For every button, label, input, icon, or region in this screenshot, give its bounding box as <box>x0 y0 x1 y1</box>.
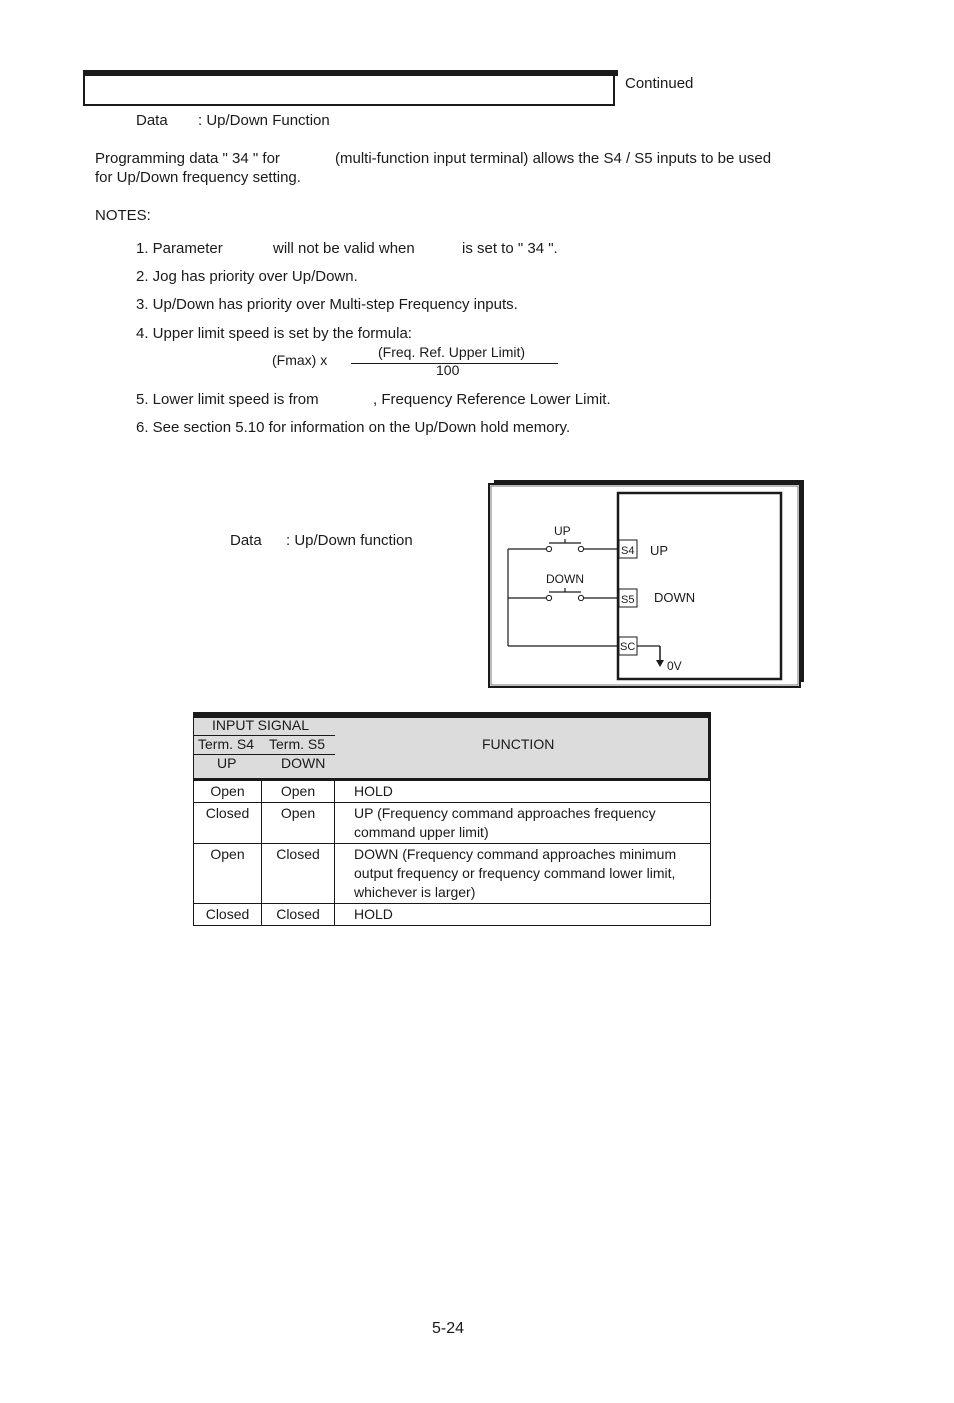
note-3: 3. Up/Down has priority over Multi-step Frequency inputs. <box>136 296 518 313</box>
note-6: 6. See section 5.10 for information on the Up/Down hold memory. <box>136 419 571 436</box>
table-header <box>193 712 711 780</box>
table-row <box>194 904 711 926</box>
cell-s4: Open <box>194 844 262 904</box>
table-row <box>194 844 711 904</box>
continued-label: Continued <box>625 75 694 92</box>
header-up: UP <box>217 755 237 771</box>
wiring-diagram <box>488 480 804 688</box>
data-label-1: Data <box>136 112 168 129</box>
intro-text-part1: Programming data " 34 " for <box>95 150 280 167</box>
cell-s4: Closed <box>194 904 262 926</box>
data-value-1: : Up/Down Function <box>198 112 330 129</box>
data-label-2: Data <box>230 532 262 549</box>
intro-text-part2: (multi-function input terminal) allows the S4 / S5 inputs to be used <box>335 150 772 167</box>
page-number: 5-24 <box>432 1320 465 1337</box>
cell-function: HOLD <box>335 904 711 926</box>
note-4: 4. Upper limit speed is set by the formula: <box>136 325 412 342</box>
input-down-label: DOWN <box>654 590 696 605</box>
cell-s4: Closed <box>194 803 262 844</box>
notes-heading: NOTES: <box>95 207 151 224</box>
terminal-sc: SC <box>620 641 636 653</box>
note-2: 2. Jog has priority over Up/Down. <box>136 268 358 285</box>
header-term-s5: Term. S5 <box>269 736 326 752</box>
header-input-signal: INPUT SIGNAL <box>212 717 309 733</box>
header-down: DOWN <box>281 755 326 771</box>
cell-s5: Closed <box>262 844 335 904</box>
cell-s5: Open <box>262 781 335 803</box>
switch-down-label: DOWN <box>546 572 584 586</box>
header-function: FUNCTION <box>482 736 555 752</box>
up-down-function-table <box>193 712 711 926</box>
terminal-s5: S5 <box>621 594 635 606</box>
note-1-part-b: will not be valid when <box>273 240 415 257</box>
cell-function: HOLD <box>335 781 711 803</box>
section-header-box <box>83 70 615 106</box>
switch-up-label: UP <box>554 524 571 538</box>
formula-denominator: 100 <box>436 362 460 378</box>
note-1-part-a: 1. Parameter <box>136 240 223 257</box>
cell-function: UP (Frequency command approaches frequency command upper limit) <box>335 803 711 844</box>
table-body <box>193 780 711 926</box>
cell-function: DOWN (Frequency command approaches minimum output frequency or frequency command lower limit, whichever is larger) <box>335 844 711 904</box>
cell-s5: Closed <box>262 904 335 926</box>
note-5-part-b: , Frequency Reference Lower Limit. <box>373 391 611 408</box>
terminal-s4: S4 <box>621 545 635 557</box>
cell-s4: Open <box>194 781 262 803</box>
note-5-part-a: 5. Lower limit speed is from <box>136 391 319 408</box>
table-row <box>194 781 711 803</box>
zero-volt-label: 0V <box>667 659 682 673</box>
cell-s5: Open <box>262 803 335 844</box>
data-value-2: : Up/Down function <box>286 532 413 549</box>
formula-numerator: (Freq. Ref. Upper Limit) <box>378 344 526 360</box>
note-1-part-c: is set to " 34 ". <box>462 240 558 257</box>
header-term-s4: Term. S4 <box>198 736 255 752</box>
formula-lhs: (Fmax) x <box>272 352 328 368</box>
intro-text-line2: for Up/Down frequency setting. <box>95 169 301 186</box>
table-row <box>194 803 711 844</box>
input-up-label: UP <box>650 543 669 558</box>
